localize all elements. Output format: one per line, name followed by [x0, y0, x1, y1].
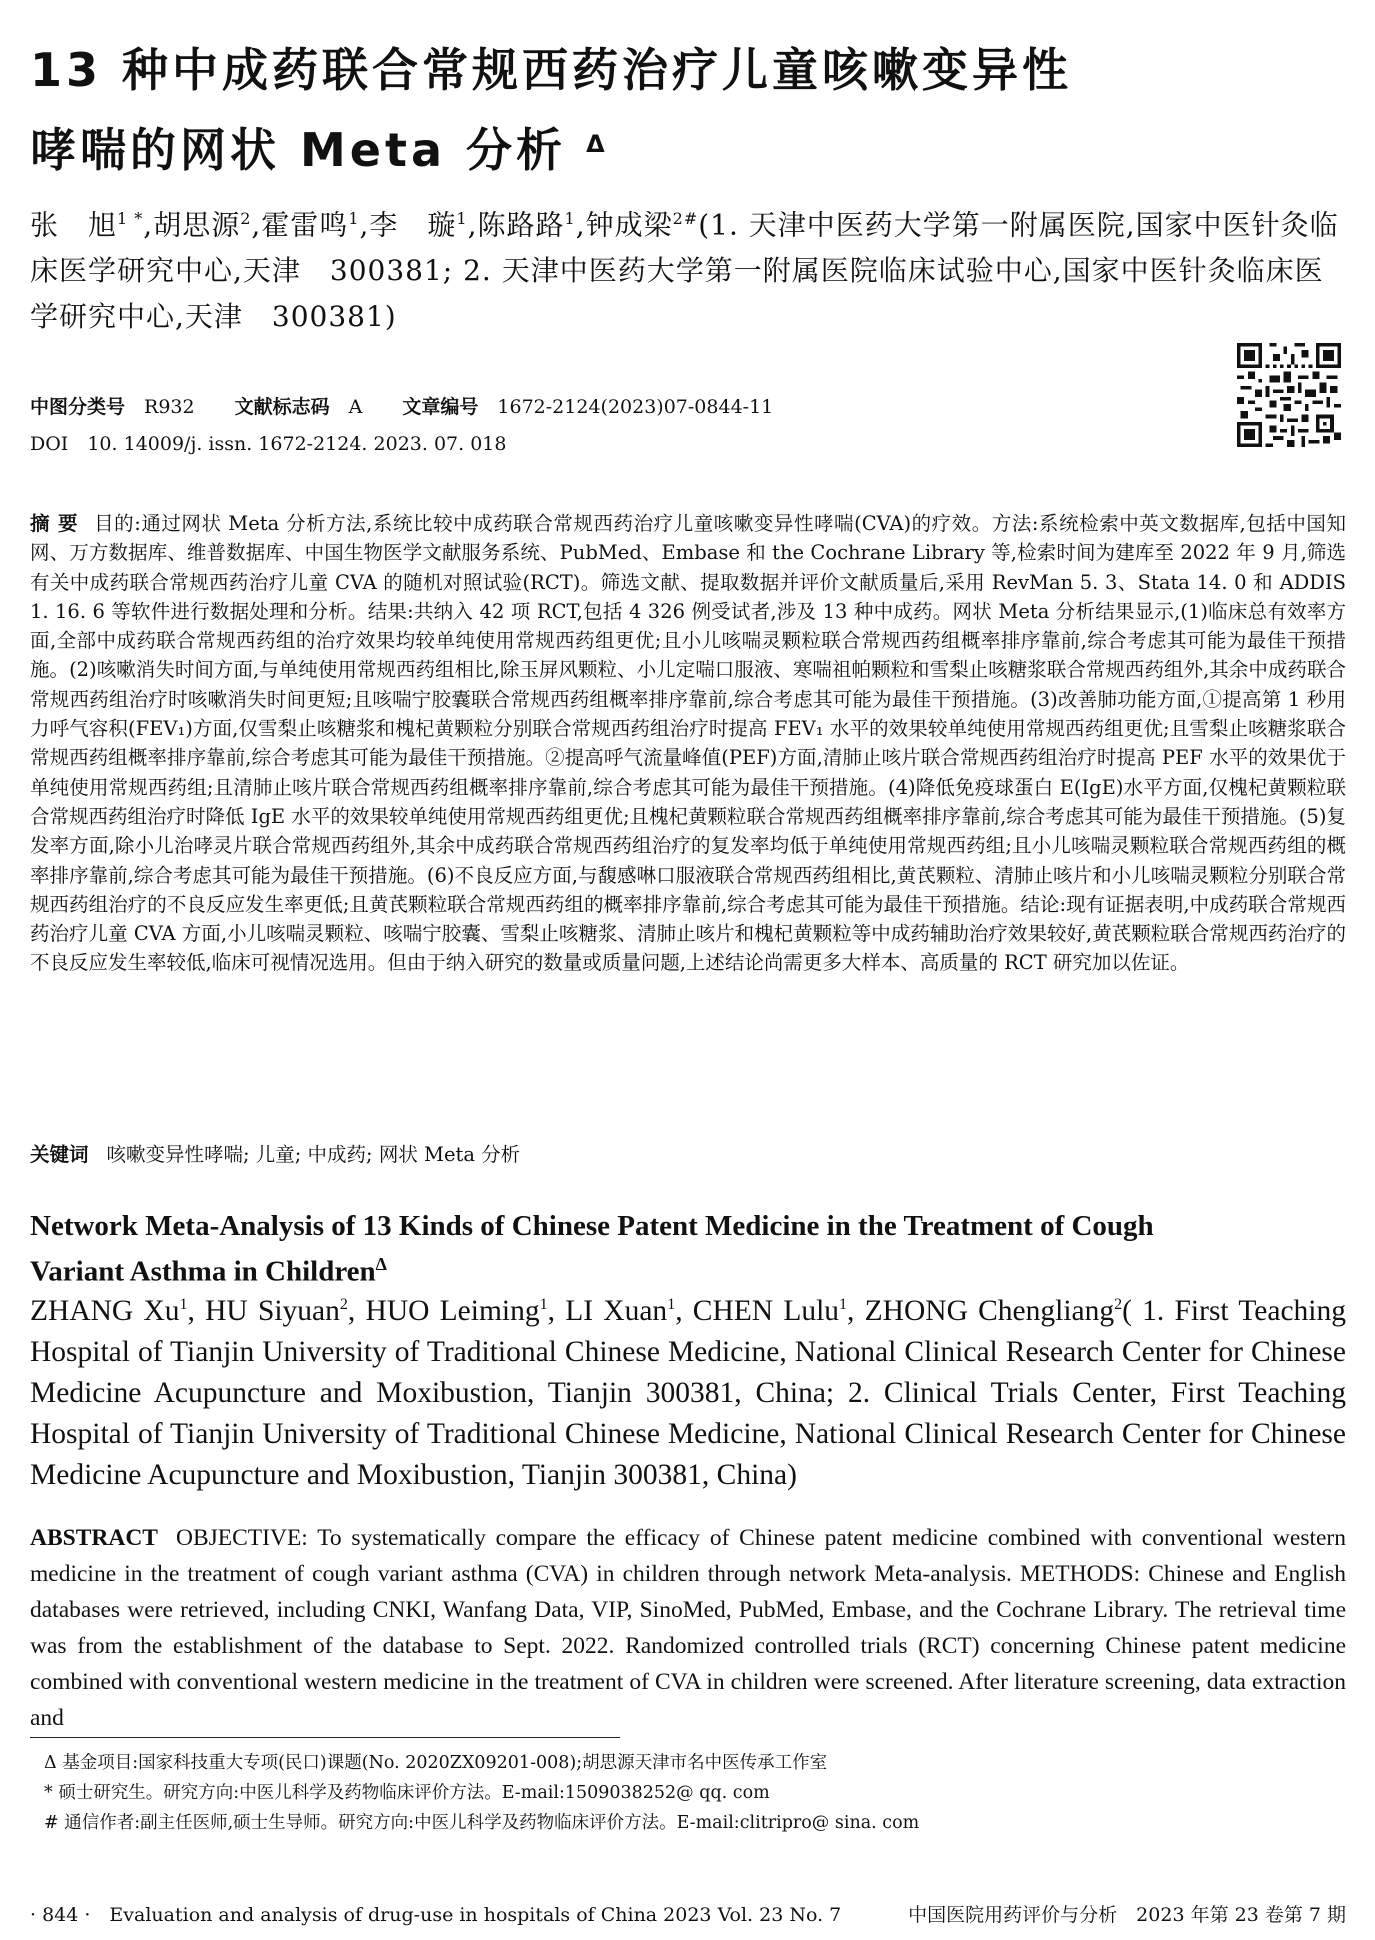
footnote-divider: [30, 1737, 620, 1738]
author-cn-3-sup: 1: [348, 209, 360, 228]
affiliation-cn: (1. 天津中医药大学第一附属医院,国家中医针灸临床医学研究中心,天津 300381; 2. 天津中医药大学第一附属医院临床试验中心,国家中医针灸临床医学研究中心,天津 300381): [30, 208, 1339, 334]
footnotes: [44, 1748, 1344, 1838]
authors-cn: 张 旭$^{1 *}$,胡思源$^2$,霍雷鸣$^1$,李 璇$^1$,陈路路$^1$,钟成梁$^{2\#}$(1. 天津中医药大学第一附属医院,国家中医针灸临床医学研究中心,天津 300381; 2. 天津中医药大学第一附属医院临床试验中心,国家中医针灸临床医学研究中心,天津 300381): [30, 208, 1339, 334]
author-en-6: ZHONG Chengliang: [864, 1294, 1115, 1327]
title-en-fund-mark: Δ: [375, 1254, 387, 1274]
footer-right: 中国医院用药评价与分析 2023 年第 23 卷第 7 期: [908, 1904, 1346, 1926]
abstract-en-text: OBJECTIVE: To systematically compare the efficacy of Chinese patent medicine combined with conventional western medicine in the treatment of cough variant asthma (CVA) in children through network Meta-analysis. METHODS: Chinese and English databases were retrieved, including CNKI, Wanfang Data, VIP, SinoMed, PubMed, Embase, and the Cochrane Library. The retrieval time was from the establishment of the database to Sept. 2022. Randomized controlled trials (RCT) concerning Chinese patent medicine combined with conventional western medicine in the treatment of CVA in children were screened. After literature screening, data extraction and: [30, 1525, 1346, 1731]
title-cn-line-2: 哮喘的网状 Meta 分析: [30, 123, 567, 177]
doi-value[interactable]: 10. 14009/j. issn. 1672-2124. 2023. 07. 018: [87, 433, 507, 455]
author-en-6-sup: 2: [1114, 1296, 1123, 1313]
article-meta-line: [30, 393, 773, 421]
doi-label: DOI: [30, 433, 69, 455]
article-title-cn: [30, 30, 1350, 190]
abstract-en-label: ABSTRACT: [30, 1525, 158, 1551]
qr-code-icon: [1237, 343, 1341, 447]
footnote-corresponding-author: # 通信作者:副主任医师,硕士生导师。研究方向:中医儿科学及药物临床评价方法。E-mail:clitripro@ sina. com: [44, 1813, 920, 1833]
author-cn-5: 陈路路: [477, 208, 565, 242]
footnote-fund: Δ 基金项目:国家科技重大专项(民口)课题(No. 2020ZX09201-008);胡思源天津市名中医传承工作室: [44, 1753, 828, 1773]
title-en-line-1: Network Meta-Analysis of 13 Kinds of Chinese Patent Medicine in the Treatment of Cough: [30, 1210, 1154, 1242]
author-cn-3: 霍雷鸣: [261, 208, 349, 242]
author-en-1: ZHANG Xu: [30, 1294, 180, 1327]
author-en-4: LI Xuan: [565, 1294, 668, 1327]
article-number-value: 1672-2124(2023)07-0844-11: [497, 396, 774, 418]
author-cn-5-sup: 1: [564, 209, 576, 228]
doi-line: [30, 430, 506, 458]
author-cn-4: 李 璇: [369, 208, 457, 242]
title-en-line-2: Variant Asthma in Children: [30, 1255, 376, 1288]
clc-label: 中图分类号: [30, 396, 126, 418]
keywords-cn-label: 关键词: [30, 1143, 89, 1166]
author-cn-1-sup: 1 *: [117, 209, 144, 228]
author-en-3: HUO Leiming: [365, 1294, 540, 1327]
keywords-cn: [30, 1140, 1346, 1170]
footnote-first-author: * 硕士研究生。研究方向:中医儿科学及药物临床评价方法。E-mail:1509038252@ qq. com: [44, 1783, 770, 1803]
authors-en: ZHANG Xu$^1$, HU Siyuan$^2$, HUO Leiming$^1$, LI Xuan$^1$, CHEN Lulu$^1$, ZHONG Chengliang$^2$( 1. First Teaching Hospital of Tianjin University of Traditional Chinese Medicine, National Clinical Research Center for Chinese Medicine Acupuncture and Moxibustion, Tianjin 300381, China; 2. Clinical Trials Center, First Teaching Hospital of Tianjin University of Traditional Chinese Medicine, National Clinical Research Center for Chinese Medicine Acupuncture and Moxibustion, Tianjin 300381, China): [30, 1294, 1347, 1491]
abstract-en: [30, 1520, 1346, 1736]
author-cn-1: 张 旭: [30, 208, 118, 242]
title-cn-line-1: 13 种中成药联合常规西药治疗儿童咳嗽变异性: [30, 43, 1073, 97]
clc-value: R932: [144, 396, 195, 418]
author-en-4-sup: 1: [667, 1296, 676, 1313]
author-en-5-sup: 1: [839, 1296, 848, 1313]
author-cn-6: 钟成梁: [585, 208, 673, 242]
author-en-1-sup: 1: [179, 1296, 188, 1313]
title-cn-fund-mark: Δ: [586, 130, 609, 158]
author-cn-6-sup: 2#: [672, 209, 699, 228]
author-en-2: HU Siyuan: [205, 1294, 340, 1327]
author-cn-4-sup: 1: [456, 209, 468, 228]
abstract-cn-label: 摘要: [30, 512, 87, 535]
author-en-5: CHEN Lulu: [692, 1294, 840, 1327]
author-en-2-sup: 2: [339, 1296, 348, 1313]
doc-code-value: A: [348, 396, 363, 418]
doc-code-label: 文献标志码: [234, 396, 330, 418]
author-cn-2-sup: 2: [240, 209, 252, 228]
keywords-cn-text: 咳嗽变异性哮喘; 儿童; 中成药; 网状 Meta 分析: [106, 1143, 521, 1166]
article-title-en: [30, 1207, 1350, 1291]
affiliation-en: ( 1. First Teaching Hospital of Tianjin University of Traditional Chinese Medicine, National Clinical Research Center for Chinese Medicine Acupuncture and Moxibustion, Tianjin 300381, China; 2. Clinical Trials Center, First Teaching Hospital of Tianjin University of Traditional Chinese Medicine, National Clinical Research Center for Chinese Medicine Acupuncture and Moxibustion, Tianjin 300381, China): [30, 1294, 1347, 1491]
abstract-cn-text: 目的:通过网状 Meta 分析方法,系统比较中成药联合常规西药治疗儿童咳嗽变异性哮喘(CVA)的疗效。方法:系统检索中英文数据库,包括中国知网、万方数据库、维普数据库、中国生物医学文献服务系统、PubMed、Embase 和 the Cochrane Library 等,检索时间为建库至 2022 年 9 月,筛选有关中成药联合常规西药治疗儿童 CVA 的随机对照试验(RCT)。筛选文献、提取数据并评价文献质量后,采用 RevMan 5. 3、Stata 14. 0 和 ADDIS 1. 16. 6 等软件进行数据处理和分析。结果:共纳入 42 项 RCT,包括 4 326 例受试者,涉及 13 种中成药。网状 Meta 分析结果显示,(1)临床总有效率方面,全部中成药联合常规西药组的治疗效果均较单纯使用常规西药组更优;且小儿咳喘灵颗粒联合常规西药组概率排序靠前,综合考虑其可能为最佳干预措施。(2)咳嗽消失时间方面,与单纯使用常规西药组相比,除玉屏风颗粒、小儿定喘口服液、寒喘祖帕颗粒和雪梨止咳糖浆联合常规西药组外,其余中成药联合常规西药组治疗时咳嗽消失时间更短;且咳喘宁胶囊联合常规西药组概率排序靠前,综合考虑其可能为最佳干预措施。(3)改善肺功能方面,①提高第 1 秒用力呼气容积(FEV₁)方面,仅雪梨止咳糖浆和槐杞黄颗粒分别联合常规西药组治疗时提高 FEV₁ 水平的效果较单纯使用常规西药组更优;且雪梨止咳糖浆联合常规西药组概率排序靠前,综合考虑其可能为最佳干预措施。②提高呼气流量峰值(PEF)方面,清肺止咳片联合常规西药组治疗时提高 PEF 水平的效果优于单纯使用常规西药组;且清肺止咳片联合常规西药组概率排序靠前,综合考虑其可能为最佳干预措施。(4)降低免疫球蛋白 E(IgE)水平方面,仅槐杞黄颗粒联合常规西药组治疗时降低 IgE 水平的效果较单纯使用常规西药组更优;且槐杞黄颗粒联合常规西药组概率排序靠前,综合考虑其可能为最佳干预措施。(5)复发率方面,除小儿治哮灵片联合常规西药组外,其余中成药联合常规西药组治疗的复发率均低于单纯使用常规西药组;且小儿咳喘灵颗粒联合常规西药组的概率排序靠前,综合考虑其可能为最佳干预措施。(6)不良反应方面,与馥感啉口服液联合常规西药组相比,黄芪颗粒、清肺止咳片和小儿咳喘灵颗粒分别联合常规西药组治疗的不良反应发生率更低;且黄芪颗粒联合常规西药组的概率排序靠前,综合考虑其可能为最佳干预措施。结论:现有证据表明,中成药联合常规西药治疗儿童 CVA 方面,小儿咳喘灵颗粒、咳喘宁胶囊、雪梨止咳糖浆、清肺止咳片和槐杞黄颗粒等中成药辅助治疗效果较好,黄芪颗粒联合常规西药治疗的不良反应发生率较低,临床可视情况选用。但由于纳入研究的数量或质量问题,上述结论尚需更多大样本、高质量的 RCT 研究加以佐证。: [30, 512, 1346, 975]
article-number-label: 文章编号: [402, 396, 479, 418]
abstract-cn: [30, 509, 1346, 978]
footer-left: · 844 · Evaluation and analysis of drug-use in hospitals of China 2023 Vol. 23 No. 7: [30, 1904, 842, 1926]
author-en-3-sup: 1: [539, 1296, 548, 1313]
author-cn-2: 胡思源: [153, 208, 241, 242]
